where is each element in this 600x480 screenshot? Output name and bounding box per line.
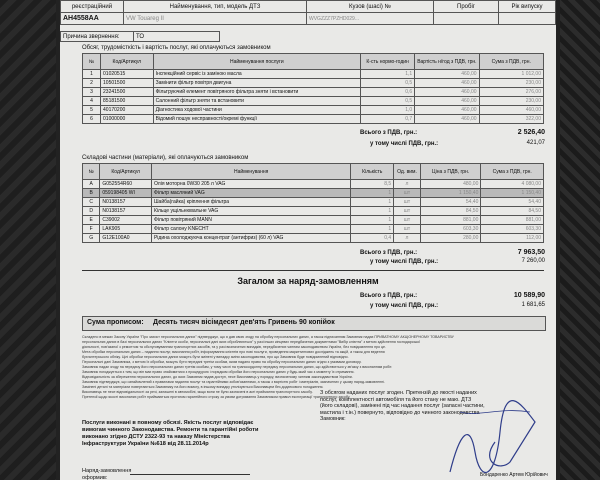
parts-cell-price: 603,30 — [420, 225, 481, 234]
reason-value: ТО — [134, 32, 220, 42]
legal-line: Виконавець не несе відповідальності за речі, залишені в автомобілі, якщо вони не були зазначені в акті приймання транспортного засобу. — [82, 390, 313, 394]
parts-cell-num: G — [83, 234, 100, 243]
works-cell-code: 23241500 — [101, 88, 154, 97]
works-cell-num: 2 — [83, 79, 101, 88]
summary-title: Загалом за наряд-замовленням — [237, 276, 379, 286]
works-table — [82, 53, 544, 124]
work-order-document — [60, 0, 556, 480]
legal-line: Замовник погоджується з тим, що він має право знайомитися з процедурою і порядком обробки його персональних даних у будь-який час з моменту їх отримання. — [82, 370, 355, 374]
vehicle-model: VW Touareg II — [124, 13, 307, 25]
works-cell-num: 6 — [83, 115, 101, 124]
legal-line: діяльності, пов'язаної з ремонтом та обслуговуванням транспортних засобів, та у разі визначених випадків, передбачених чинним законодавством України, без повідомлення про це. — [82, 345, 387, 349]
parts-total-value: 7 963,50 — [517, 249, 545, 256]
parts-cell-name: Фільтр масляний VAG — [151, 189, 350, 198]
parts-cell-qty: 0,4 — [351, 234, 394, 243]
works-row — [83, 97, 544, 106]
parts-row — [83, 234, 544, 243]
signature — [440, 392, 550, 480]
parts-cell-sum: 1 150,40 — [481, 189, 544, 198]
works-cell-qty: 0,5 — [361, 79, 415, 88]
parts-cell-qty: 1 — [351, 189, 394, 198]
parts-cell-num: D — [83, 207, 100, 216]
footer-right-line: (його складові), замінені під час надання послуг (запасні частини, — [320, 403, 485, 410]
parts-cell-code: C39002 — [100, 216, 152, 225]
legal-line: Замовник надає згоду на передачу його персональних даних третім особам, у тому числі на транскордонну передачу персональних даних, що здійснюється у зв'язку з виконанням робіт. — [82, 365, 393, 369]
parts-cell-code: 059198405 WI — [100, 189, 152, 198]
parts-cell-qty: 8,5 — [351, 180, 394, 189]
works-cell-qty: 1,0 — [361, 106, 415, 115]
works-cell-sum: 276,00 — [479, 88, 543, 97]
works-row — [83, 106, 544, 115]
works-total-label: Всього з ПДВ, грн.: — [360, 130, 418, 136]
parts-cell-sum: 4 080,00 — [481, 180, 544, 189]
background-right — [560, 0, 600, 480]
vehicle-mileage — [434, 13, 499, 25]
works-cell-sum: 1 012,00 — [479, 70, 543, 79]
parts-cell-code: LAK905 — [100, 225, 152, 234]
parts-cell-unit: шт — [394, 207, 421, 216]
parts-header-cell: № — [83, 164, 100, 180]
works-cell-sum: 460,00 — [479, 106, 543, 115]
vehicle-year — [499, 13, 556, 25]
works-header-cell: Найменування послуги — [153, 54, 360, 70]
works-title: Обсяг, трудомісткість і вартість послуг, які оплачуються замовником — [82, 45, 271, 51]
in-words-label: Сума прописом: — [87, 319, 144, 326]
works-cell-code: 01000000 — [101, 115, 154, 124]
reason-table — [60, 31, 220, 42]
background-left — [0, 0, 56, 480]
works-cell-code: 40170200 — [101, 106, 154, 115]
parts-cell-num: C — [83, 198, 100, 207]
customer-name: Бондаренко Артем Юрійович — [480, 472, 548, 478]
summary-vat-label: у тому числі ПДВ, грн.: — [370, 303, 439, 309]
works-cell-qty: 0,6 — [361, 88, 415, 97]
summary-total-label: Всього з ПДВ, грн.: — [360, 293, 418, 299]
parts-cell-unit: шт — [394, 225, 421, 234]
parts-cell-name: Фільтр салону KNECHT — [151, 225, 350, 234]
parts-cell-price: 1 150,40 — [420, 189, 481, 198]
legal-line: бухгалтерського обліку. Цілі обробки персональних даних можуть бути змінені у випадку зміни законодавства, про що Замовник буде повідомлений відповідно. — [82, 355, 349, 359]
order-issued-line: оформив: — [82, 475, 108, 480]
works-header-cell: Код/Артикул — [101, 54, 154, 70]
parts-cell-sum: 603,30 — [481, 225, 544, 234]
footer-left-line: Інфраструктури України №618 від 28.11.2014р — [82, 441, 209, 447]
summary-total-value: 10 589,90 — [513, 292, 545, 299]
works-cell-price: 460,00 — [415, 106, 479, 115]
parts-cell-qty: 1 — [351, 207, 394, 216]
parts-cell-sum: 54,40 — [481, 198, 544, 207]
parts-cell-num: F — [83, 225, 100, 234]
parts-cell-price: 480,00 — [420, 180, 481, 189]
parts-cell-name: Рідина охолоджуюча концентрат (антифриз) (60 л) VAG — [151, 234, 350, 243]
works-header-cell: Сума з ПДВ, грн. — [479, 54, 543, 70]
works-cell-qty: 0,5 — [361, 97, 415, 106]
legal-line: Складено в межах Закону України "Про захист персональних даних" підтверджує, що я дав свою згоду на обробку персональних даних, а також підписанням Замовник надає ПРИВАТНОМУ АКЦІОНЕРНОМУ ТОВАРИСТВУ — [82, 335, 454, 339]
parts-header-cell: Сума з ПДВ, грн. — [481, 164, 544, 180]
divider — [82, 270, 544, 271]
works-cell-code: 85181500 — [101, 97, 154, 106]
works-cell-name: Салонний фільтр зняти та встановити — [153, 97, 360, 106]
footer-right-line: послуг, комплектності автомобіля та його стану не маю. ДТЗ — [320, 396, 472, 403]
vehicle-table — [60, 0, 556, 25]
parts-cell-qty: 1 — [351, 225, 394, 234]
parts-total-label: Всього з ПДВ, грн.: — [360, 250, 418, 256]
in-words-value: Десять тисяч вісімдесят дев'ять Гривень 90 копійок — [153, 319, 335, 326]
parts-cell-sum: 84,50 — [481, 207, 544, 216]
works-cell-qty: 1,1 — [361, 70, 415, 79]
works-row — [83, 115, 544, 124]
legal-line: Мета обробки персональних даних – надання послуг, виконання робіт, інформування клієнтів про нові послуги, проведення маркетингових досліджень та акцій, а також для ведення — [82, 350, 385, 354]
header-mileage: Пробіг — [434, 1, 499, 13]
parts-cell-qty: 1 — [351, 198, 394, 207]
parts-cell-sum: 881,00 — [481, 216, 544, 225]
parts-header-cell: Ціна з ПДВ, грн. — [420, 164, 481, 180]
legal-line: Претензії щодо якості виконаних робіт приймаються протягом гарантійного строку за умови дотримання Замовником правил експлуатації транспортного засобу. — [82, 395, 351, 399]
works-cell-name: Відомий пошук несправності/окремі функції — [153, 115, 360, 124]
works-cell-price: 460,00 — [415, 97, 479, 106]
parts-row — [83, 189, 544, 198]
header-model: Найменування, тип, модель ДТЗ — [124, 1, 307, 13]
parts-vat-value: 7 260,00 — [521, 258, 545, 264]
parts-cell-name: Олія моторна 0W30 205 л VAG — [151, 180, 350, 189]
footer-right-line: З обсягом наданих послуг згоден. Претензій до якості наданих — [320, 390, 477, 396]
parts-cell-unit: л — [394, 234, 421, 243]
parts-cell-price: 84,50 — [420, 207, 481, 216]
parts-row — [83, 198, 544, 207]
footer-left-text — [82, 420, 312, 448]
works-cell-sum: 322,00 — [479, 115, 543, 124]
header-reg: реєстраційний — [61, 1, 124, 13]
works-header-cell: № — [83, 54, 101, 70]
parts-cell-sum: 112,00 — [481, 234, 544, 243]
parts-cell-name: Кільце ущільнювальне VAG — [151, 207, 350, 216]
parts-vat-label: у тому числі ПДВ, грн.: — [370, 259, 439, 265]
summary-vat-value: 1 681,65 — [521, 302, 545, 308]
works-cell-sum: 230,00 — [479, 79, 543, 88]
works-cell-price: 460,00 — [415, 79, 479, 88]
works-cell-num: 1 — [83, 70, 101, 79]
parts-cell-price: 881,00 — [420, 216, 481, 225]
works-row — [83, 70, 544, 79]
works-total-value: 2 526,40 — [517, 129, 545, 136]
footer-left-line: вимогам чинного Законодавства. Ремонти та гарантійні роботи — [82, 427, 259, 433]
order-issued-line: Наряд-замовлення — [82, 468, 132, 474]
works-vat-label: у тому числі ПДВ, грн.: — [370, 141, 439, 147]
parts-cell-num: B — [83, 189, 100, 198]
parts-cell-code: N0138157 — [100, 207, 152, 216]
works-cell-code: 01020515 — [101, 70, 154, 79]
legal-line: Відповідальність за збереження персональних даних, до яких Замовник надав доступ, несе Виконавець у порядку, визначеному чинним законодавством України. — [82, 375, 353, 379]
parts-cell-unit: шт — [394, 216, 421, 225]
parts-row — [83, 180, 544, 189]
legal-line: персональних даних в базі персональних даних "Клієнти особи, персональні дані яких оброблюються" у разі інших кінцевих передбачених документами "Вибір клієнта" з метою здійснення господарської — [82, 340, 421, 344]
footer-left-line: виконано згідно ДСТУ 2322-93 та наказу Міністерства — [82, 434, 230, 440]
parts-header-cell: Код/Артикул — [100, 164, 152, 180]
plate-number: AH4558AA — [61, 13, 124, 25]
parts-cell-name: Шайба(гайка) кріплення фільтра — [151, 198, 350, 207]
works-vat-value: 421,07 — [526, 140, 545, 146]
parts-cell-unit: л — [394, 180, 421, 189]
parts-cell-qty: 1 — [351, 216, 394, 225]
works-cell-price: 460,00 — [415, 115, 479, 124]
order-issued — [82, 468, 131, 480]
works-header-cell: К-сть нормо-годин — [361, 54, 415, 70]
parts-cell-code: G12E100A0 — [100, 234, 152, 243]
works-cell-qty: 0,7 — [361, 115, 415, 124]
parts-header-cell: Кількість — [351, 164, 394, 180]
footer-right-line: Замовник: — [320, 416, 346, 423]
works-row — [83, 79, 544, 88]
signature-line-left — [130, 474, 250, 475]
parts-cell-price: 54,40 — [420, 198, 481, 207]
works-cell-name: Інспекційний сервіс із заміною масла — [153, 70, 360, 79]
works-cell-price: 460,00 — [415, 70, 479, 79]
works-cell-num: 5 — [83, 106, 101, 115]
works-cell-name: Діагностика ходової частини — [153, 106, 360, 115]
works-cell-name: Замінити фільтр повітря двигуна — [153, 79, 360, 88]
in-words-box — [82, 316, 546, 331]
parts-cell-name: Фільтр повітряний MANN — [151, 216, 350, 225]
works-cell-num: 4 — [83, 97, 101, 106]
works-cell-num: 3 — [83, 88, 101, 97]
parts-cell-code: G052554R60 — [100, 180, 152, 189]
parts-row — [83, 225, 544, 234]
parts-table — [82, 163, 544, 243]
header-vin: Кузов (шасі) № — [307, 1, 434, 13]
footer-right-line: мастила і т.ін.) повернуто, відповідно до чинного законодавства — [320, 409, 480, 416]
parts-cell-num: A — [83, 180, 100, 189]
works-row — [83, 88, 544, 97]
legal-line: Персональні дані Замовника, з метою їх обробки, можуть бути передані третім особам, яким надано право на обробку персональних даних згідно з умовами договору. — [82, 360, 362, 364]
parts-row — [83, 216, 544, 225]
parts-title: Складові частини (матеріали), які оплачуються замовником — [82, 155, 249, 161]
works-cell-name: Фільтруючий елемент повітряного фільтра зняти і встановити — [153, 88, 360, 97]
parts-row — [83, 207, 544, 216]
works-cell-price: 460,00 — [415, 88, 479, 97]
parts-header-cell: Найменування — [151, 164, 350, 180]
parts-cell-unit: шт — [394, 189, 421, 198]
vehicle-vin: WVGZZZ7PZHD029... — [307, 13, 434, 25]
legal-line: Замінені деталі та матеріали повертаються Замовнику на його вимогу, в іншому випадку утилізуються Виконавцем без додаткового погодження. — [82, 385, 324, 389]
parts-cell-price: 280,00 — [420, 234, 481, 243]
works-cell-code: 10501500 — [101, 79, 154, 88]
works-header-cell: Вартість н/год з ПДВ, грн. — [415, 54, 479, 70]
legal-line: Замовник підтверджує, що ознайомлений з правилами надання послуг та гарантійними зобов'язаннями, а також з вартістю робіт і матеріалів, зазначених у цьому наряд-замовленні. — [82, 380, 385, 384]
parts-cell-code: N0138157 — [100, 198, 152, 207]
reason-label: Причина звернення: — [61, 32, 134, 42]
header-year: Рік випуску — [499, 1, 556, 13]
parts-cell-unit: шт — [394, 198, 421, 207]
footer-left-line: Послуги виконані в повному обсязі. Якість послуг відповідає — [82, 420, 254, 426]
parts-cell-num: E — [83, 216, 100, 225]
works-cell-sum: 230,00 — [479, 97, 543, 106]
parts-header-cell: Од. вим. — [394, 164, 421, 180]
